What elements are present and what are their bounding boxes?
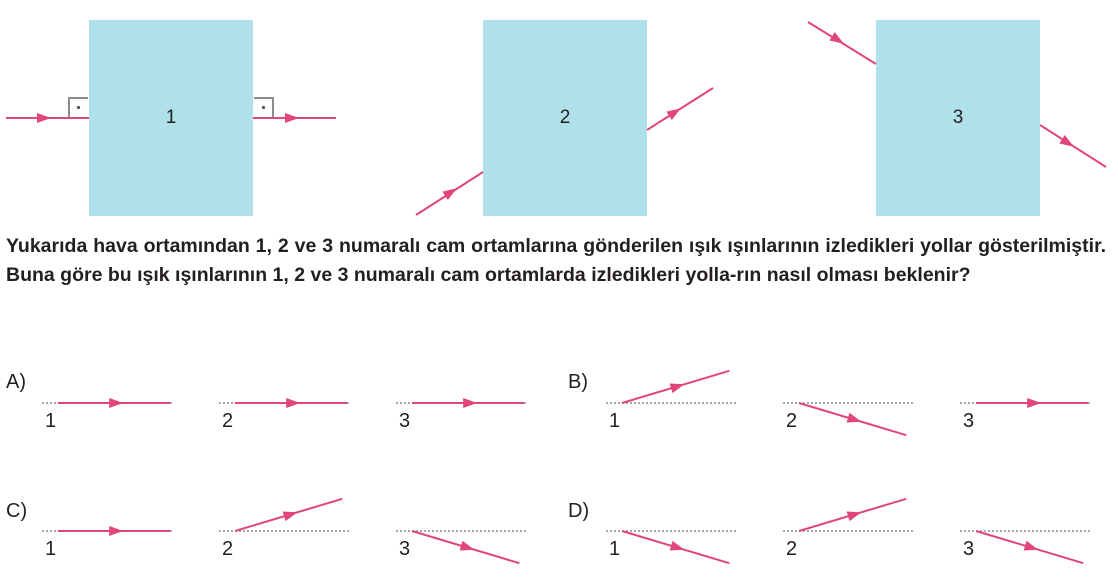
option-diagram [960,398,1090,432]
ray-arrow-icon [829,32,846,48]
option-diagram [606,531,736,563]
ray-arrow-icon [460,541,476,555]
figure-1 [6,20,336,216]
diagram-label: 1 [609,410,621,432]
ray-arrow-icon [1059,135,1076,151]
option-letter: B) [568,371,588,393]
option-diagram [606,371,736,432]
right-angle-dot-icon [77,106,80,109]
option-diagram [219,398,349,432]
option-diagram [783,499,913,560]
option-diagram [396,398,526,432]
figure-number-1: 1 [165,107,177,128]
option-diagram [42,398,172,432]
option-diagram [783,403,913,435]
diagram-label: 3 [399,538,411,560]
diagram-label: 2 [222,538,234,560]
ray-arrow-icon [463,398,477,408]
figure-number-3: 3 [952,107,964,128]
option-diagram [960,531,1090,563]
question-text: Yukarıda hava ortamından 1, 2 ve 3 numaralı cam ortamlarına gönderilen ışık ışınlarının izledikleri yollar gösterilmiştir. Buna göre bu ışık ışınlarının 1, 2 ve 3 numaralı cam ortamlarda izledikleri yolla-rın nasıl olması beklenir? [6,235,1106,286]
option-letter: A) [6,371,26,393]
right-angle-dot-icon [262,106,265,109]
diagram-label: 2 [222,410,234,432]
option-diagram [396,531,526,563]
ray-arrow-icon [285,113,299,123]
ray-arrow-icon [283,507,299,521]
diagram-label: 3 [399,410,411,432]
answer-options [6,371,1090,563]
option-diagram [219,499,349,560]
option-b[interactable] [568,371,1090,435]
diagram-label: 2 [786,410,798,432]
ray-arrow-icon [1024,541,1040,555]
diagram-label: 3 [963,538,975,560]
diagram-label: 2 [786,538,798,560]
ray-arrow-icon [847,507,863,521]
ray-arrow-icon [670,379,686,393]
figure-2 [416,20,713,216]
ray-arrow-icon [37,113,51,123]
diagram-label: 1 [45,538,57,560]
diagram-label: 1 [609,538,621,560]
option-letter: D) [568,500,590,522]
ray-arrow-icon [1027,398,1041,408]
figure-number-2: 2 [559,107,571,128]
ray-arrow-icon [670,541,686,555]
option-d[interactable] [568,499,1090,563]
option-diagram [42,526,172,560]
figure-3 [808,20,1106,216]
ray-arrow-icon [109,398,123,408]
option-a[interactable] [6,371,526,432]
ray-arrow-icon [109,526,123,536]
ray-arrow-icon [442,184,459,200]
diagram-label: 3 [963,410,975,432]
option-letter: C) [6,500,28,522]
ray-arrow-icon [666,104,683,120]
ray-arrow-icon [286,398,300,408]
ray-arrow-icon [847,413,863,427]
diagram-label: 1 [45,410,57,432]
option-c[interactable] [6,499,526,563]
